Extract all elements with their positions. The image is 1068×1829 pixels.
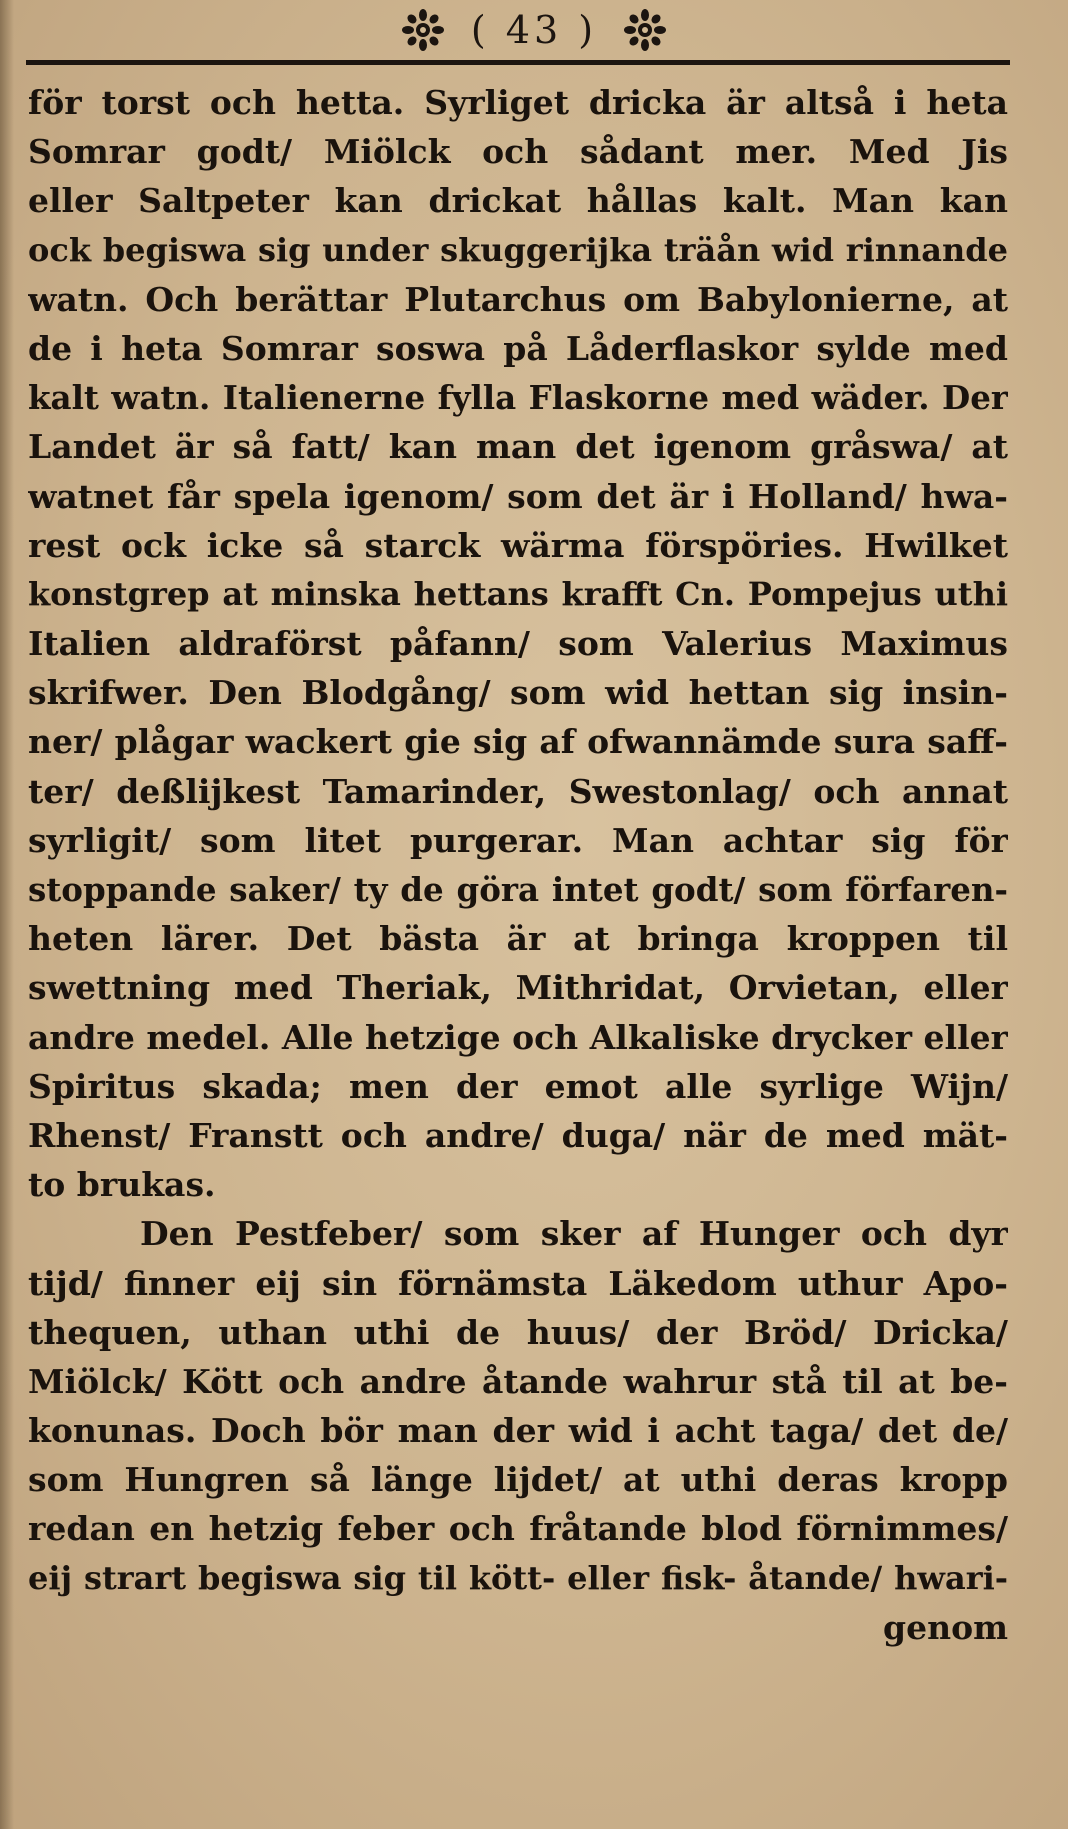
page-gutter-shadow [0, 0, 14, 1829]
text-line: som Hungren så länge lijdet/ at uthi deras kropp [28, 1460, 1008, 1500]
text-line: syrligit/ som litet purgerar. Man achtar sig för [28, 820, 1008, 860]
text-line: konunas. Doch bör man der wid i acht taga/ det de/ [28, 1411, 1008, 1451]
paragraph-end-line: to brukas. [28, 1165, 216, 1205]
text-line: Spiritus skada; men der emot alle syrlige Wijn/ [28, 1066, 1008, 1106]
body-text [28, 78, 1008, 1652]
text-line: ner/ plågar wackert gie sig af ofwannämde sura saff- [28, 722, 1008, 762]
text-line: ock begiswa sig under skuggerijka träån wid rinnande [28, 230, 1008, 269]
text-line: eij strart begiswa sig til kött- eller fisk- åtande/ hwari- [28, 1558, 1008, 1597]
text-line: Landet är så fatt/ kan man det igenom gråswa/ at [28, 427, 1008, 467]
text-line: ter/ deßlijkest Tamarinder, Swestonlag/ och annat [28, 771, 1008, 811]
text-line: stoppande saker/ ty de göra intet godt/ som förfaren- [28, 870, 1008, 909]
text-line: för torst och hetta. Syrliget dricka är altså i heta [28, 83, 1008, 122]
text-line: thequen, uthan uthi de huus/ der Bröd/ Dricka/ [28, 1312, 1008, 1352]
text-line: konstgrep at minska hettans krafft Cn. Pompejus uthi [28, 574, 1008, 613]
paragraph-start-line: Den Pestfeber/ som sker af Hunger och dyr [140, 1214, 1008, 1254]
text-line: rest ock icke så starck wärma förspöries. Hwilket [28, 525, 1008, 565]
text-line: de i heta Somrar soswa på Låderflaskor sylde med [28, 328, 1008, 368]
text-line: skrifwer. Den Blodgång/ som wid hettan sig insin- [28, 673, 1008, 713]
text-line: Miölck/ Kött och andre åtande wahrur stå til at be- [28, 1361, 1008, 1401]
text-line: tijd/ finner eij sin förnämsta Läkedom uthur Apo- [28, 1263, 1008, 1303]
text-line: redan en hetzig feber och fråtande blod förnimmes/ [28, 1509, 1008, 1549]
text-line: watnet får spela igenom/ som det är i Holland/ hwa- [28, 476, 1008, 516]
right-ornament-icon [623, 8, 667, 52]
text-line: eller Saltpeter kan drickat hållas kalt. Man kan [28, 181, 1008, 221]
page-number: ( 43 ) [470, 8, 598, 52]
text-line: Somrar godt/ Miölck och sådant mer. Med Jis [28, 132, 1008, 172]
header-rule [26, 60, 1010, 65]
left-ornament-icon [401, 8, 445, 52]
text-line: Italien aldraförst påfann/ som Valerius Maximus [28, 624, 1008, 664]
text-line: swettning med Theriak, Mithridat, Orvietan, eller [28, 968, 1008, 1008]
text-line: kalt watn. Italienerne fylla Flaskorne med wäder. Der [28, 378, 1008, 418]
text-line: heten lärer. Det bästa är at bringa kroppen til [28, 919, 1008, 959]
text-line: watn. Och berättar Plutarchus om Babylonierne, at [28, 279, 1008, 319]
text-line: Rhenst/ Franstt och andre/ duga/ när de med mät- [28, 1115, 1008, 1155]
catchword: genom [883, 1607, 1008, 1647]
page-header [0, 2, 1068, 58]
text-line: andre medel. Alle hetzige och Alkaliske drycker eller [28, 1017, 1008, 1057]
